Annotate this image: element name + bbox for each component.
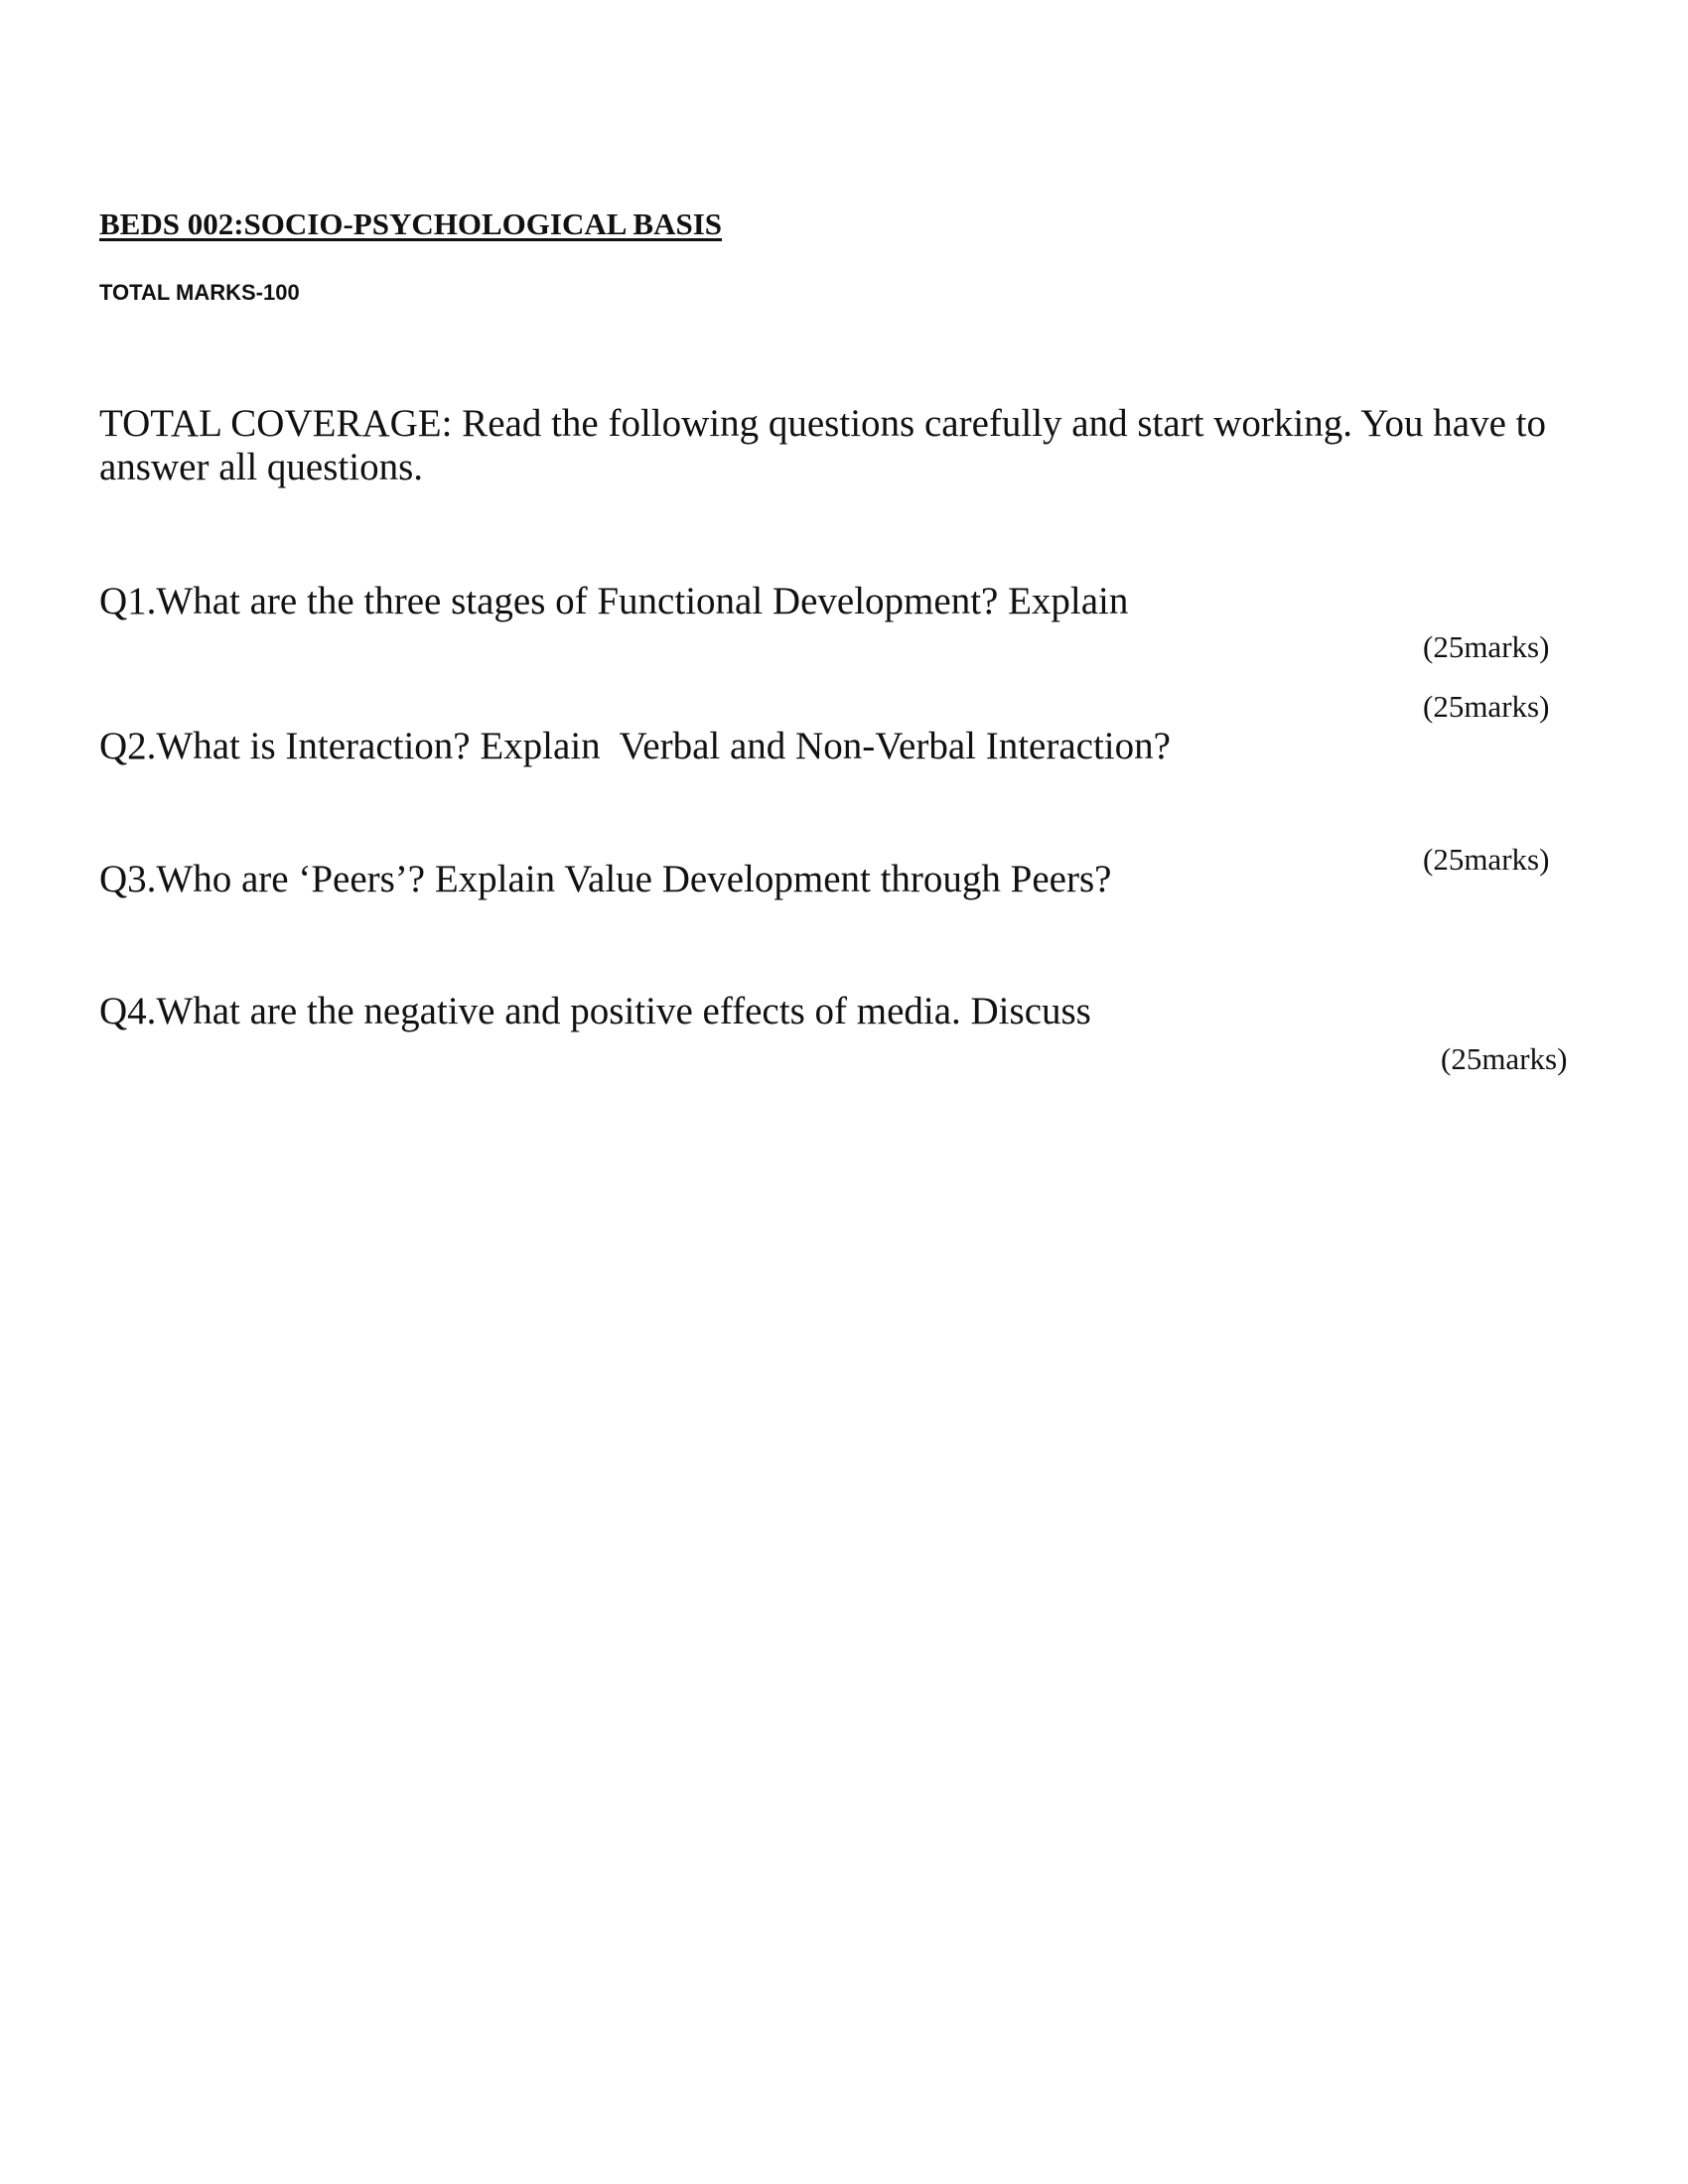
question-2: Q2.What is Interaction? Explain Verbal and Non-Verbal Interaction? (99, 725, 1171, 767)
question-2-marks: (25marks) (1423, 689, 1550, 724)
instructions-text: TOTAL COVERAGE: Read the following questions carefully and start working. You have to answer all questions. (99, 402, 1546, 488)
question-4-marks: (25marks) (1441, 1041, 1568, 1076)
question-1-marks: (25marks) (1423, 629, 1550, 664)
question-4: Q4.What are the negative and positive effects of media. Discuss (99, 990, 1091, 1032)
question-1: Q1.What are the three stages of Functional Development? Explain (99, 580, 1129, 622)
question-3: Q3.Who are ‘Peers’? Explain Value Development through Peers? (99, 858, 1112, 900)
total-marks: TOTAL MARKS-100 (99, 280, 300, 305)
course-title: BEDS 002:SOCIO-PSYCHOLOGICAL BASIS (99, 206, 723, 241)
question-3-marks: (25marks) (1423, 842, 1550, 877)
